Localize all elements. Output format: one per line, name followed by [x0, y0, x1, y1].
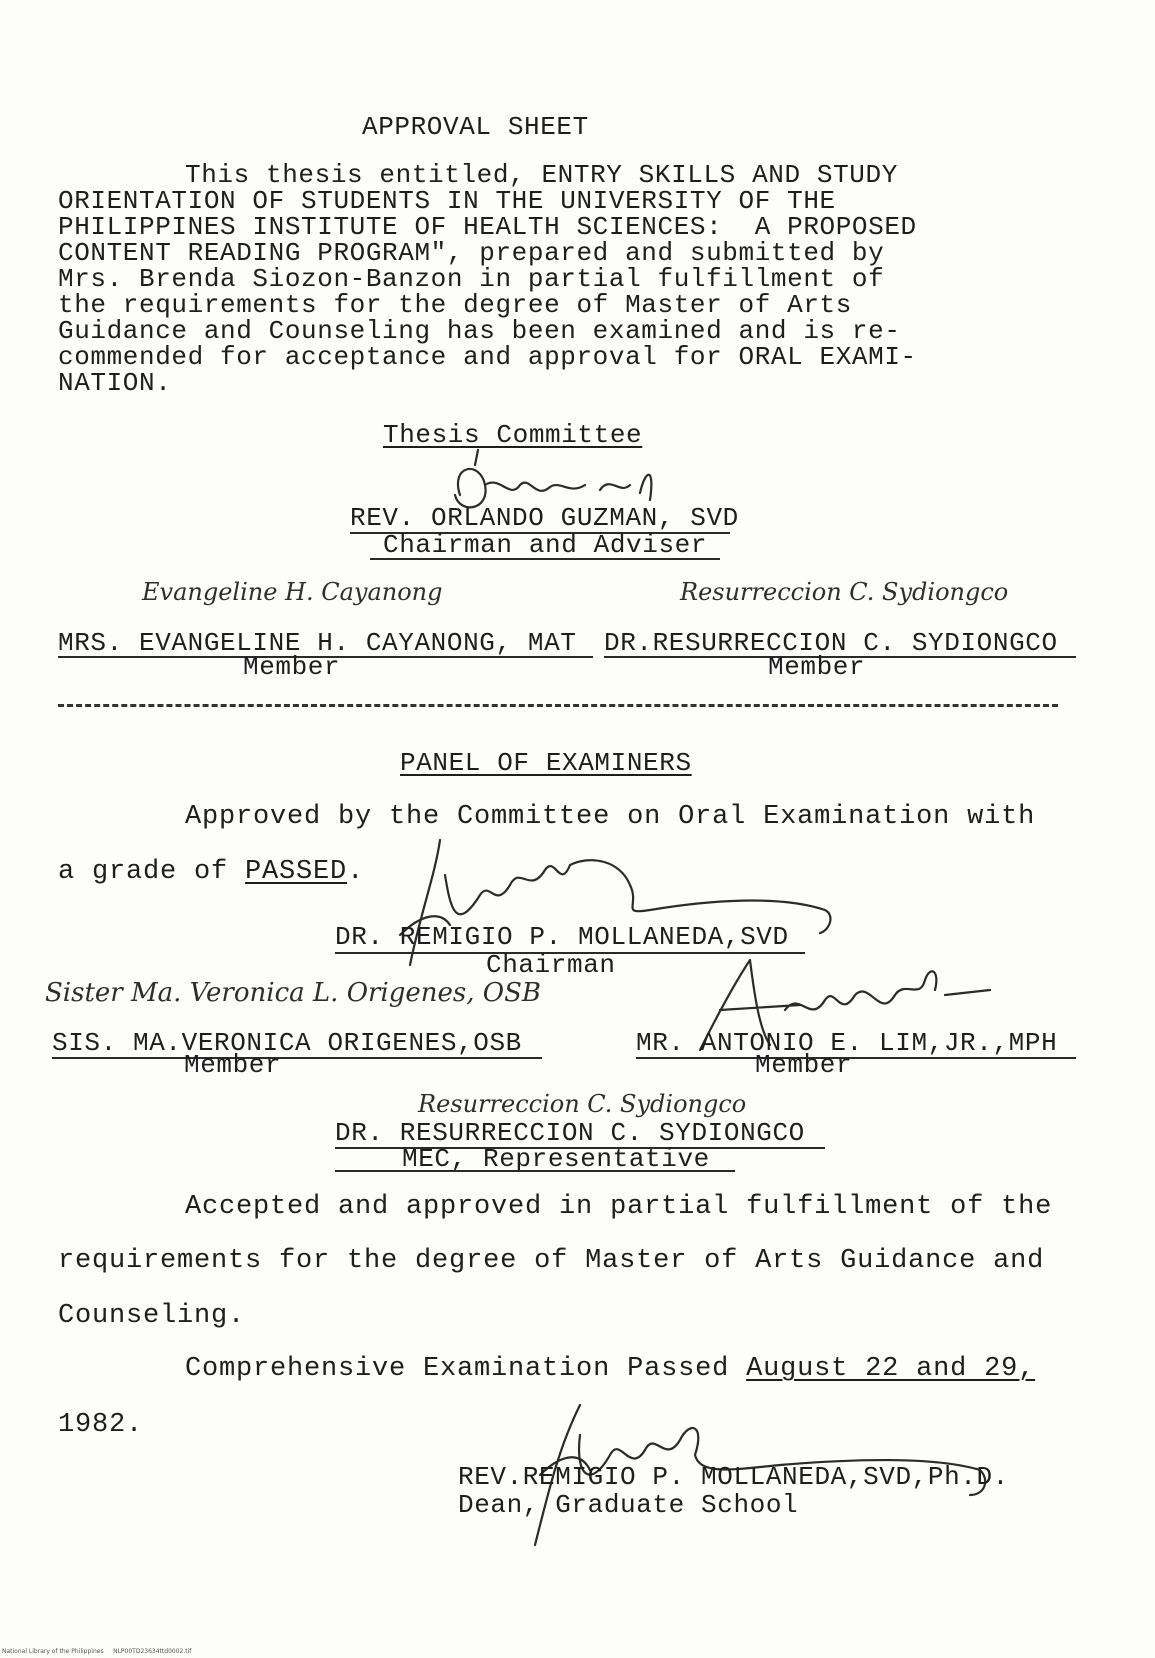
intro-line: CONTENT READING PROGRAM", prepared and submitted by — [58, 238, 885, 268]
signature-line — [52, 1057, 542, 1059]
panel-member2-name: MR. ANTONIO E. LIM,JR.,MPH — [636, 1028, 1058, 1058]
intro-line: commended for acceptance and approval for ORAL EXAMI- — [58, 342, 917, 372]
representative-signature: Resurreccion C. Sydiongco — [418, 1090, 747, 1118]
intro-line: Mrs. Brenda Siozon-Banzon in partial fulfillment of — [58, 264, 885, 294]
grade-value: PASSED — [245, 857, 348, 887]
panel-chair-role: Chairman — [486, 950, 616, 980]
grade-suffix: . — [347, 857, 365, 887]
panel-heading: PANEL OF EXAMINERS — [400, 748, 692, 778]
page-title: APPROVAL SHEET — [362, 112, 589, 142]
representative-role: MEC, Representative — [402, 1144, 710, 1174]
panel-grade-line — [58, 857, 364, 887]
intro-line: Guidance and Counseling has been examined and is re- — [58, 316, 901, 346]
acceptance-line: Accepted and approved in partial fulfillment of the — [185, 1192, 1053, 1222]
origenes-signature: Sister Ma. Veronica L. Origenes, OSB — [45, 978, 542, 1008]
committee-member1-name: MRS. EVANGELINE H. CAYANONG, MAT — [58, 628, 577, 658]
intro-line: NATION. — [58, 368, 172, 398]
committee-member1-role: Member — [243, 652, 341, 682]
committee-chair-name: REV. ORLANDO GUZMAN, SVD — [350, 503, 739, 533]
acceptance-line: requirements for the degree of Master of Arts Guidance and — [58, 1246, 1045, 1276]
signature-line — [636, 1057, 1076, 1059]
representative-name: DR. RESURRECCION C. SYDIONGCO — [335, 1118, 805, 1148]
intro-line: the requirements for the degree of Master of Arts — [58, 290, 852, 320]
panel-member1-role: Member — [184, 1050, 282, 1080]
comprehensive-prefix: Comprehensive Examination Passed — [185, 1354, 747, 1384]
panel-approved-line: Approved by the Committee on Oral Examination with — [185, 802, 1036, 832]
committee-chair-role: Chairman and Adviser — [383, 530, 708, 560]
signature-line — [370, 558, 720, 560]
panel-chair-name: DR. REMIGIO P. MOLLANEDA,SVD — [335, 922, 789, 952]
footer-source: National Library of the Philippines NLP00TD23634ttd0002.tif — [2, 1648, 192, 1655]
dean-title: Dean, Graduate School — [458, 1490, 799, 1520]
comprehensive-year: 1982. — [58, 1410, 144, 1440]
intro-line: PHILIPPINES INSTITUTE OF HEALTH SCIENCES: A PROPOSED — [58, 212, 917, 242]
committee-member2-name: DR.RESURRECCION C. SYDIONGCO — [604, 628, 1058, 658]
cayanong-signature: Evangeline H. Cayanong — [142, 578, 443, 606]
acceptance-line: Counseling. — [58, 1301, 246, 1331]
dean-name: REV.REMIGIO P. MOLLANEDA,SVD,Ph.D. — [458, 1462, 1009, 1492]
panel-member1-name: SIS. MA.VERONICA ORIGENES,OSB — [52, 1028, 522, 1058]
panel-member2-role: Member — [755, 1050, 853, 1080]
section-divider — [58, 704, 1058, 707]
committee-member2-role: Member — [768, 652, 866, 682]
signature-line — [335, 1170, 735, 1172]
intro-line: This thesis entitled, ENTRY SKILLS AND STUDY — [185, 160, 898, 190]
intro-line: ORIENTATION OF STUDENTS IN THE UNIVERSITY OF THE — [58, 186, 836, 216]
sydiongco-signature: Resurreccion C. Sydiongco — [680, 578, 1009, 606]
committee-heading: Thesis Committee — [383, 420, 643, 450]
grade-prefix: a grade of — [58, 857, 246, 887]
comprehensive-dates: August 22 and 29, — [746, 1354, 1036, 1384]
comprehensive-line — [185, 1354, 1035, 1384]
